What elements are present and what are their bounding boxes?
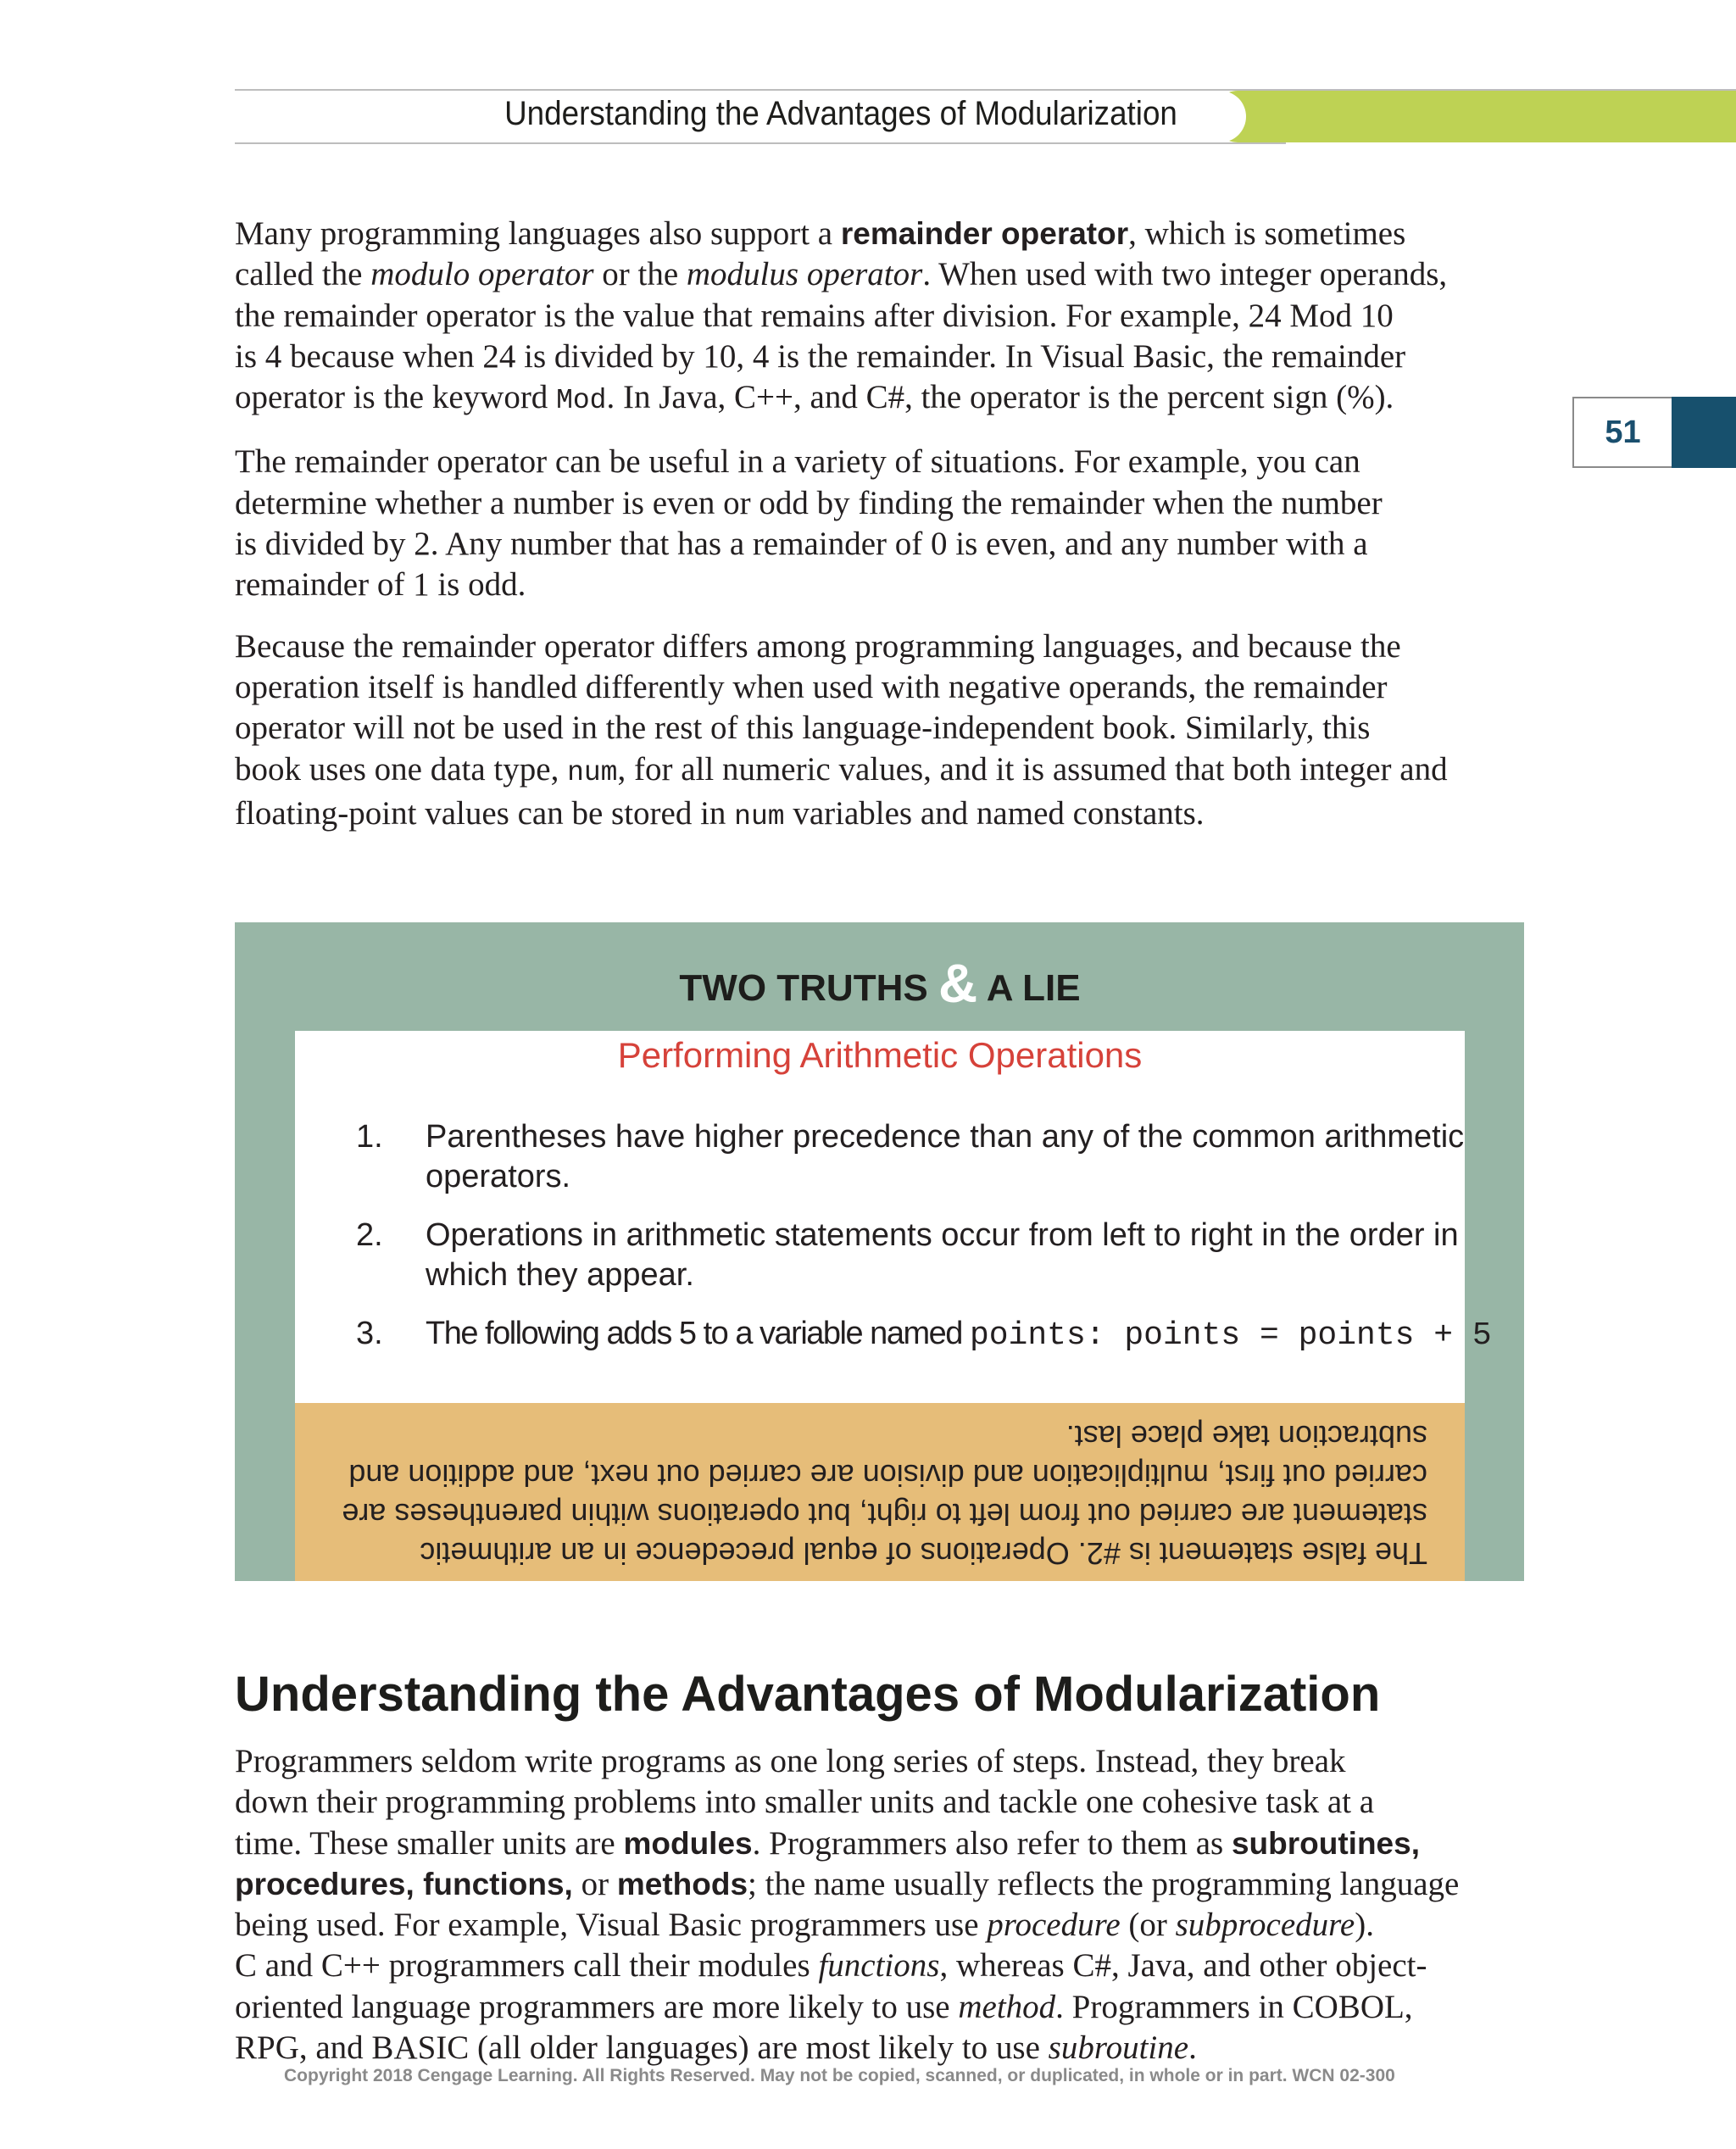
text: (or <box>1120 1907 1176 1944</box>
text: or <box>572 1865 617 1902</box>
text-line: is divided by 2. Any number that has a remainder of 0 is even, and any number with a <box>235 526 1368 563</box>
text-line: remainder of 1 is odd. <box>235 566 526 604</box>
text: , which is sometimes <box>1128 215 1406 252</box>
keyword-subroutines: subroutines, <box>1231 1825 1420 1861</box>
text-line: operator will not be used in the rest of this language-independent book. Similarly, this <box>235 710 1371 747</box>
text: , for all numeric values, and it is assumed that both integer and <box>617 750 1448 788</box>
text-line <box>235 377 1532 421</box>
text: or the <box>593 256 687 293</box>
list-item <box>356 1314 1492 1356</box>
two-truths-list <box>356 1117 1492 1374</box>
text-line: Parentheses have higher precedence than any of the common arithmetic <box>426 1119 1465 1155</box>
ampersand: & <box>938 953 978 1014</box>
text-line: carried out first, multiplication and division are carried out next, and addition and <box>348 1458 1427 1493</box>
text: . When used with two integer operands, <box>922 256 1448 293</box>
keyword-remainder-operator: remainder operator <box>840 216 1129 251</box>
text-line <box>235 1864 1532 1905</box>
text-line: statement are carried out from left to right, but operations within parentheses are <box>342 1497 1427 1532</box>
two-truths-subtitle: Performing Arithmetic Operations <box>617 1035 1143 1075</box>
running-title: Understanding the Advantages of Modularization <box>504 95 1177 132</box>
text-line <box>235 749 1532 793</box>
body-text-top <box>235 214 1532 858</box>
text: The following adds 5 to a variable named <box>426 1316 970 1351</box>
text-line <box>235 793 1532 838</box>
keyword-modules: modules <box>623 1825 753 1861</box>
text: C and C++ programmers call their modules <box>235 1947 819 1985</box>
text-line <box>235 1905 1532 1946</box>
paragraph-remainder-uses <box>235 442 1532 605</box>
text-line <box>235 1946 1532 1986</box>
page-number-tab <box>1672 397 1736 468</box>
text-line: operators. <box>426 1159 571 1194</box>
text-line <box>426 1314 1492 1356</box>
text: being used. For example, Visual Basic programmers use <box>235 1907 988 1944</box>
section-heading: Understanding the Advantages of Modularization <box>235 1667 1381 1722</box>
italic-term: method <box>958 1988 1056 2025</box>
text: variables and named constants. <box>784 794 1205 832</box>
text-line <box>235 254 1532 295</box>
text: . Programmers also refer to them as <box>752 1824 1232 1862</box>
text-line: is 4 because when 24 is divided by 10, 4 is the remainder. In Visual Basic, the remainder <box>235 337 1406 375</box>
text: RPG, and BASIC (all older languages) are most likely to use <box>235 2029 1049 2067</box>
text-line <box>235 1987 1532 2028</box>
text: book uses one data type, <box>235 750 568 788</box>
text: Many programming languages also support a <box>235 215 841 252</box>
text-line: Because the remainder operator differs among programming languages, and because the <box>235 627 1401 665</box>
text-line: Programmers seldom write programs as one long series of steps. Instead, they break <box>235 1743 1346 1779</box>
text-line: operation itself is handled differently when used with negative operands, the remainder <box>235 668 1388 705</box>
keyword-methods: methods <box>616 1866 748 1901</box>
keyword-procedures-functions: procedures, functions, <box>235 1866 573 1901</box>
text-line: subtraction take place last. <box>1066 1419 1427 1454</box>
paragraph-modularization <box>235 1741 1532 2068</box>
paragraph-language-independent <box>235 626 1532 838</box>
two-truths-answer-upside-down <box>295 1403 1465 1581</box>
text: called the <box>235 256 371 293</box>
text-line: the remainder operator is the value that remains after division. For example, 24 Mod 10 <box>235 297 1394 334</box>
title-part: A LIE <box>986 967 1081 1009</box>
item-text <box>426 1314 1492 1356</box>
two-truths-title <box>295 949 1465 1022</box>
text-line: which they appear. <box>426 1257 694 1293</box>
text-line <box>235 1823 1532 1864</box>
text-line: down their programming problems into smaller units and tackle one cohesive task at a <box>235 1784 1375 1821</box>
text: . In Java, C++, and C#, the operator is the percent sign (%). <box>606 379 1394 416</box>
list-item <box>356 1216 1458 1295</box>
italic-term: subroutine <box>1048 2029 1189 2067</box>
text-line: The false statement is #2. Operations of equal precedence in an arithmetic <box>420 1536 1427 1571</box>
code-keyword: Mod <box>556 385 607 417</box>
italic-term: modulus operator <box>686 256 923 293</box>
text: oriented language programmers are more likely to use <box>235 1988 959 2025</box>
header-rule-bottom <box>235 142 1286 144</box>
item-text <box>426 1216 1459 1295</box>
text: . <box>1188 2029 1197 2067</box>
body-text-section <box>235 1741 1532 2089</box>
text: . Programmers in COBOL, <box>1055 1988 1413 2025</box>
list-item <box>356 1117 1465 1197</box>
text-line <box>235 214 1532 254</box>
text-line: Operations in arithmetic statements occur from left to right in the order in <box>426 1217 1459 1253</box>
text-line: The remainder operator can be useful in a variety of situations. For example, you can <box>235 443 1360 481</box>
text-line: determine whether a number is even or odd by finding the remainder when the number <box>235 484 1383 521</box>
text: floating-point values can be stored in <box>235 794 735 832</box>
text: time. These smaller units are <box>235 1824 624 1862</box>
text: operator is the keyword <box>235 379 557 416</box>
text: ; the name usually reflects the programming language <box>748 1865 1460 1902</box>
italic-term: modulo operator <box>370 256 594 293</box>
code-snippet: points: points = points + 5 <box>969 1317 1492 1354</box>
code-keyword: num <box>567 756 618 788</box>
item-number: 1. <box>356 1119 383 1155</box>
text: , whereas C#, Java, and other object- <box>939 1947 1427 1985</box>
text-line <box>235 2028 1532 2068</box>
item-number: 3. <box>356 1316 383 1351</box>
title-part: TWO TRUTHS <box>679 967 928 1009</box>
copyright-notice: Copyright 2018 Cengage Learning. All Rights Reserved. May not be copied, scanned, or duplicated, in whole or in part. WCN 02-300 <box>284 2066 1395 2085</box>
code-keyword: num <box>734 800 785 832</box>
italic-term: subprocedure <box>1175 1907 1355 1944</box>
text: ). <box>1355 1907 1374 1944</box>
item-number: 2. <box>356 1217 383 1253</box>
italic-term: functions <box>818 1947 940 1985</box>
item-text <box>426 1117 1464 1197</box>
page-number: 51 <box>1572 397 1672 468</box>
italic-term: procedure <box>987 1907 1121 1944</box>
paragraph-remainder-operator <box>235 214 1532 421</box>
